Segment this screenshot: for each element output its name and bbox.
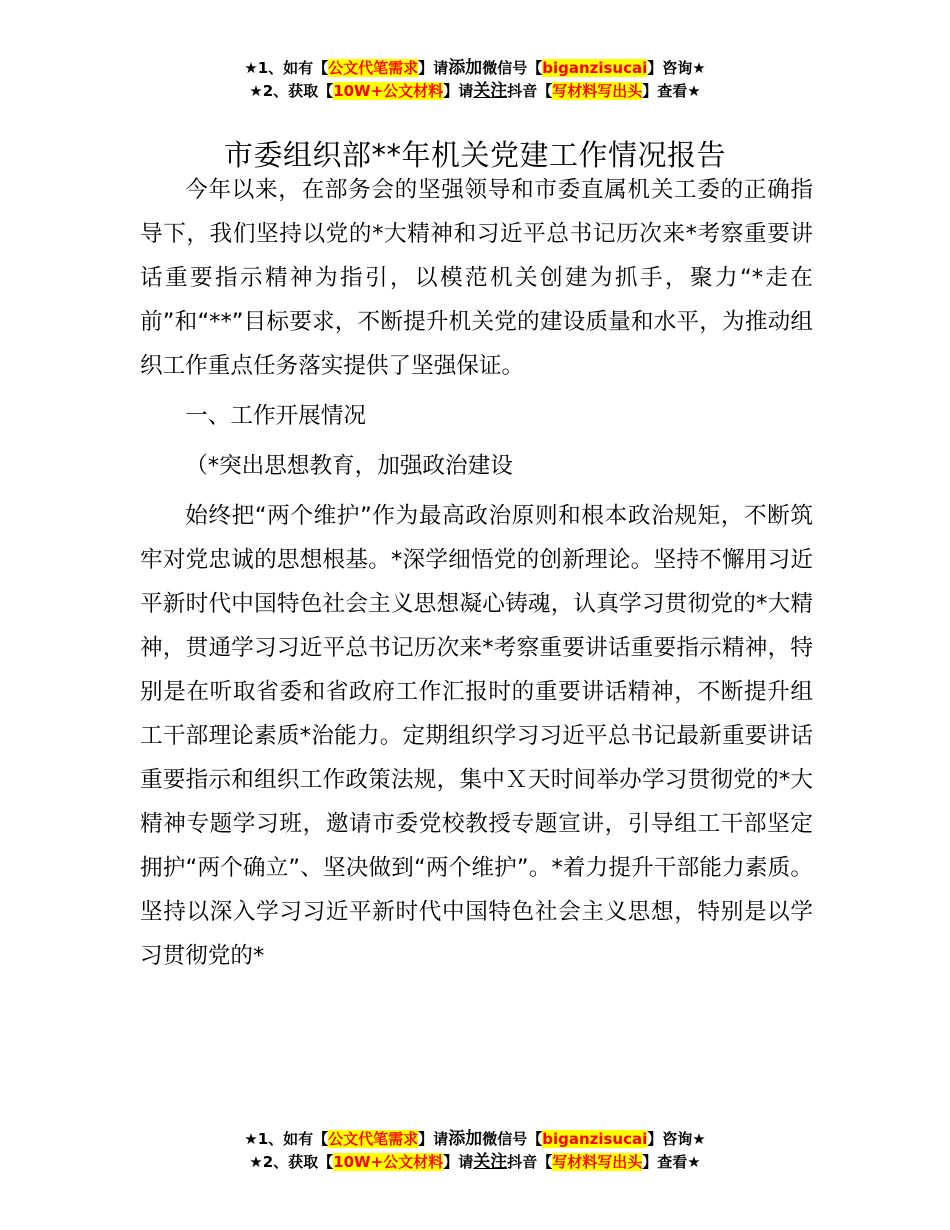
notice-text: ★2、获取【 xyxy=(249,1153,334,1171)
subsection-heading: （*突出思想教育，加强政治建设 xyxy=(185,453,513,479)
notice-text: 微信号【 xyxy=(482,1130,543,1148)
highlighted-materials: 10W+公文材料 xyxy=(333,1153,444,1171)
notice-text: 】查看★ xyxy=(642,82,701,100)
notice-line-2 xyxy=(0,1151,950,1174)
notice-text: 】请 xyxy=(418,1130,449,1148)
notice-text: 】请 xyxy=(443,1153,474,1171)
notice-text: 】咨询★ xyxy=(647,59,706,77)
header-notice xyxy=(0,57,950,103)
notice-text: ★1、如有【 xyxy=(244,1130,329,1148)
highlighted-wechat-id: biganzisucai xyxy=(542,59,648,77)
intro-paragraph: 今年以来，在部务会的坚强领导和市委直属机关工委的正确指导下，我们坚持以党的*大精神和习近平总书记历次来*考察重要讲话重要指示精神为指引，以模范机关创建为抓手，聚力“*走在前”和“**”目标要求，不断提升机关党的建设质量和水平，为推动组织工作重点任务落实提供了坚强保证。 xyxy=(140,177,813,379)
highlighted-wechat-id: biganzisucai xyxy=(542,1130,648,1148)
notice-text: ★2、获取【 xyxy=(249,82,334,100)
section-heading: 一、工作开展情况 xyxy=(185,403,366,429)
highlighted-materials: 10W+公文材料 xyxy=(333,82,444,100)
highlighted-service: 公文代笔需求 xyxy=(328,1130,419,1148)
highlighted-account: 写材料写出头 xyxy=(552,1153,643,1171)
notice-text: 微信号【 xyxy=(482,59,543,77)
notice-line-1 xyxy=(0,1128,950,1151)
emphasis-text: 关注 xyxy=(473,81,508,101)
notice-text: 】咨询★ xyxy=(647,1130,706,1148)
notice-text: 抖音【 xyxy=(507,82,553,100)
notice-text: 】请 xyxy=(418,59,449,77)
notice-text: 】请 xyxy=(443,82,474,100)
highlighted-service: 公文代笔需求 xyxy=(328,59,419,77)
highlighted-account: 写材料写出头 xyxy=(552,82,643,100)
emphasis-text: 添加 xyxy=(448,58,483,78)
emphasis-text: 添加 xyxy=(448,1129,483,1149)
notice-text: ★1、如有【 xyxy=(244,59,329,77)
document-body xyxy=(140,168,813,978)
notice-line-2 xyxy=(0,80,950,103)
body-paragraph: 始终把“两个维护”作为最高政治原则和根本政治规矩，不断筑牢对党忠诚的思想根基。*深学细悟党的创新理论。坚持不懈用习近平新时代中国特色社会主义思想凝心铸魂，认真学习贯彻党的*大精神，贯通学习习近平总书记历次来*考察重要讲话重要指示精神，特别是在听取省委和省政府工作汇报时的重要讲话精神，不断提升组工干部理论素质*治能力。定期组织学习习近平总书记最新重要讲话重要指示和组织工作政策法规，集中Ｘ天时间举办学习贯彻党的*大精神专题学习班，邀请市委党校教授专题宣讲，引导组工干部坚定拥护“两个确立”、坚决做到“两个维护”。*着力提升干部能力素质。坚持以深入学习习近平新时代中国特色社会主义思想，特别是以学习贯彻党的* xyxy=(140,503,813,969)
footer-notice xyxy=(0,1128,950,1174)
notice-line-1 xyxy=(0,57,950,80)
document-title: 市委组织部**年机关党建工作情况报告 xyxy=(223,138,726,173)
emphasis-text: 关注 xyxy=(473,1152,508,1172)
notice-text: 抖音【 xyxy=(507,1153,553,1171)
notice-text: 】查看★ xyxy=(642,1153,701,1171)
